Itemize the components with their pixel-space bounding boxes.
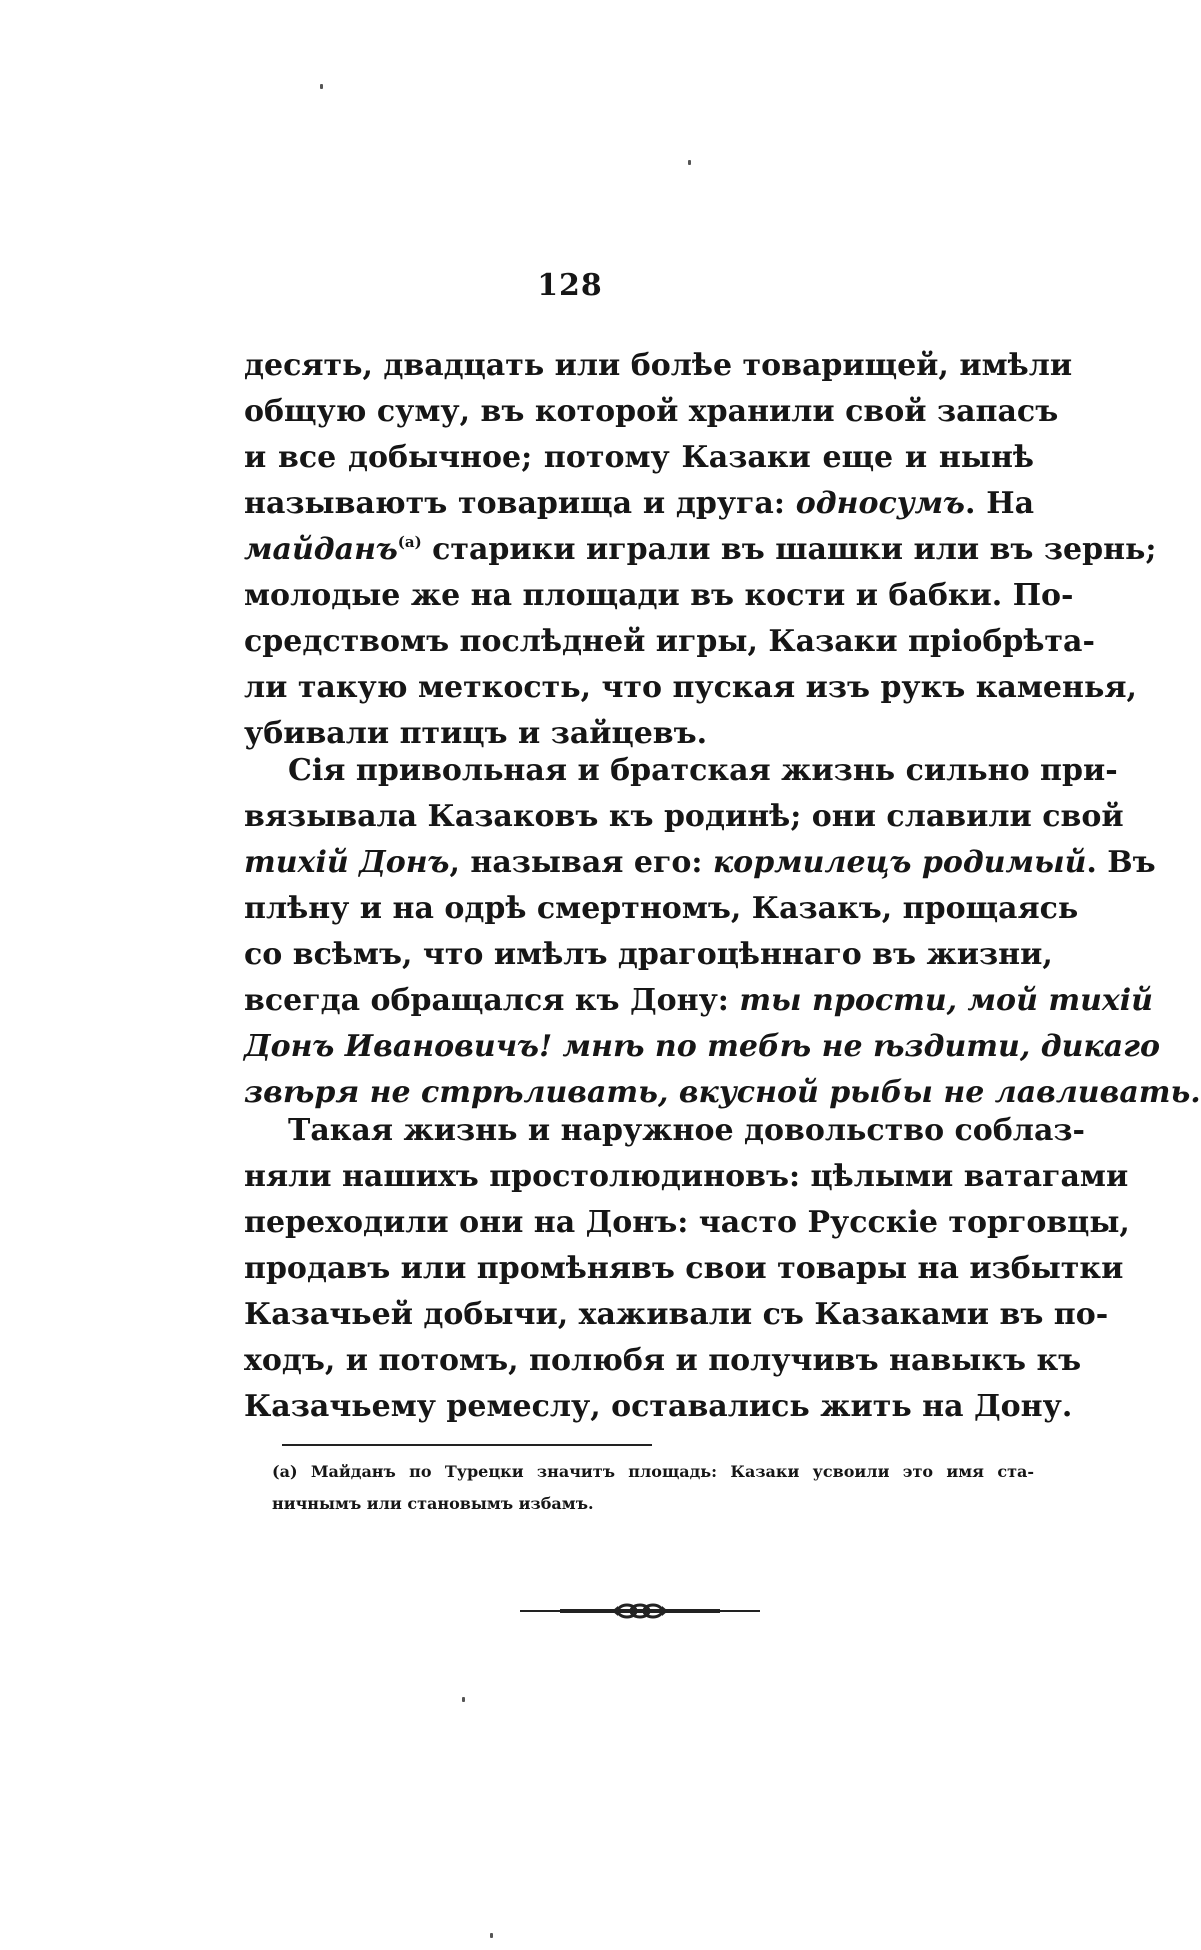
text-line: убивали птицъ и зайцевъ.: [244, 716, 708, 751]
paragraph-3: [244, 1108, 1130, 1430]
text-line: няли нашихъ простолюдиновъ: цѣлыми ватагами: [244, 1159, 1129, 1194]
italic-phrase: кормилецъ родимый: [712, 845, 1087, 880]
page-number: 128: [537, 268, 603, 303]
text-run: всегда обращался къ Дону:: [244, 983, 740, 1018]
text-run: , называя его:: [449, 845, 713, 880]
paragraph-2: [244, 748, 1201, 1116]
italic-quote: ты прости, мой тихій: [739, 983, 1153, 1018]
text-run: старики играли въ шашки или въ зернь;: [421, 532, 1157, 567]
text-line: ли такую меткость, что пуская изъ рукъ каменья,: [244, 670, 1137, 705]
text-line: средствомъ послѣдней игры, Казаки пріобрѣта-: [244, 624, 1095, 659]
footnote: [272, 1456, 1034, 1520]
text-line: Казачьему ремеслу, оставались жить на Дону.: [244, 1389, 1073, 1424]
text-line: продавъ или промѣнявъ свои товары на избытки: [244, 1251, 1124, 1286]
text-line: [244, 527, 1157, 573]
text-line: переходили они на Донъ: часто Русскіе торговцы,: [244, 1205, 1130, 1240]
paper-speck: [462, 1697, 465, 1702]
text-line: со всѣмъ, что имѣлъ драгоцѣннаго въ жизни,: [244, 937, 1053, 972]
text-line: десять, двадцать или болѣе товарищей, имѣли: [244, 348, 1073, 383]
text-line: [244, 978, 1153, 1024]
text-line: и все добычное; потому Казаки еще и нынѣ: [244, 440, 1034, 475]
text-line: ходъ, и потомъ, полюбя и получивъ навыкъ къ: [244, 1343, 1082, 1378]
text-line: молодые же на площади въ кости и бабки. По-: [244, 578, 1074, 613]
text-run: . Въ: [1086, 845, 1156, 880]
italic-phrase: тихій Донъ: [244, 845, 450, 880]
italic-term-odnosum: односумъ: [795, 486, 965, 521]
paragraph-1: [244, 343, 1157, 757]
text-line: вязывала Казаковъ къ родинѣ; они славили свой: [244, 799, 1124, 834]
text-line: плѣну и на одрѣ смертномъ, Казакъ, прощаясь: [244, 891, 1079, 926]
text-line: Такая жизнь и наружное довольство соблаз-: [288, 1113, 1085, 1148]
italic-quote: Донъ Ивановичъ! мнѣ по тебѣ не ѣздити, дикаго: [244, 1029, 1161, 1064]
italic-term-maidan: майданъ: [244, 532, 398, 567]
paper-speck: [320, 84, 323, 89]
footnote-rule: [282, 1444, 652, 1446]
footnote-marker: (a): [397, 533, 422, 551]
text-line: общую суму, въ которой хранили свой запасъ: [244, 394, 1059, 429]
footnote-line: (a) Майданъ по Турецки значитъ площадь: Казаки усвоили это имя ста-: [272, 1462, 1034, 1481]
text-line: Сія привольная и братская жизнь сильно при-: [288, 753, 1118, 788]
text-run: . На: [965, 486, 1035, 521]
footnote-line: ничнымъ или становымъ избамъ.: [272, 1494, 594, 1513]
paper-speck: [688, 160, 691, 165]
text-line: [244, 840, 1156, 886]
paper-speck: [490, 1933, 493, 1938]
text-line: Казачьей добычи, хаживали съ Казаками въ по-: [244, 1297, 1109, 1332]
text-line: [244, 1024, 1161, 1070]
text-line: [244, 481, 1034, 527]
italic-quote: звѣря не стрѣливать, вкусной рыбы не лавливать.: [244, 1075, 1201, 1110]
ornament-divider: [520, 1597, 760, 1625]
text-run: называютъ товарища и друга:: [244, 486, 796, 521]
